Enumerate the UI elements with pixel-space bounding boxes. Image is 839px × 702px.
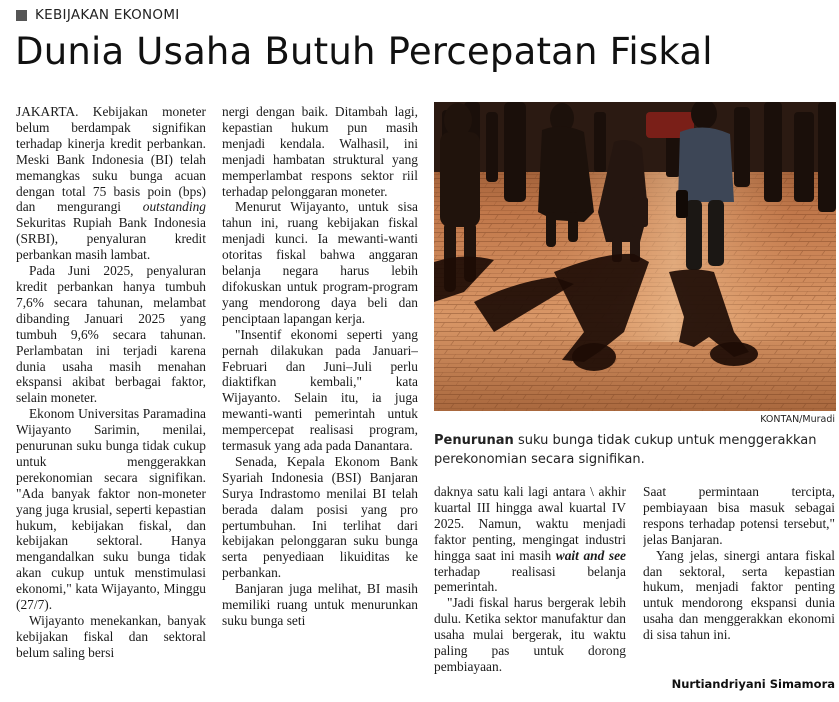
- paragraph-2: Pada Juni 2025, penyaluran kredit perbankan hanya tumbuh 7,6% secara tahunan, melambat dibanding Januari 2025 yang tumbuh 9,6% secara tahunan. Perlambatan ini terjadi karena dunia usaha masih menahan ekspansi akibat berbagai faktor, selain moneter.: [16, 263, 206, 406]
- photo-caption: [434, 431, 834, 469]
- kicker-text: KEBIJAKAN EKONOMI: [35, 7, 180, 23]
- article-column-2: [222, 104, 418, 696]
- paragraph-8-start: Banjaran juga melihat, BI masih memiliki ruang untuk menurunkan suku bunga seti: [222, 581, 418, 628]
- paragraph-9-continued: Saat permintaan tercipta, pembiayaan bisa masuk sebagai respons terhadap potensi tersebut," jelas Banjaran.: [643, 484, 835, 547]
- pedestrians-shadow-photo: [434, 102, 836, 411]
- paragraph-5: Menurut Wijayanto, untuk sisa tahun ini, ruang kebijakan fiskal menjadi kunci. Ia mewanti-wanti otoritas fiskal bahwa anggaran belanja negara harus lebih difokuskan untuk program-program yang mendorong daya beli dan penciptaan lapangan kerja.: [222, 199, 418, 326]
- photo-credit: KONTAN/Muradi: [760, 414, 835, 425]
- caption-text: suku bunga tidak cukup untuk menggerakkan perekonomian secara signifikan.: [434, 433, 817, 467]
- article-column-3: [434, 484, 626, 696]
- paragraph-1: JAKARTA. Kebijakan moneter belum berdampak signifikan terhadap kinerja kredit perbankan. Meski Bank Indonesia (BI) telah memangkas suku bunga acuan dengan total 75 basis poin (bps) dan mengurangi outstanding Sekuritas Rupiah Bank Indonesia (SRBI), penyaluran kredit perbankan masih lambat.: [16, 104, 206, 263]
- paragraph-8-continued: daknya satu kali lagi antara \ akhir kuartal III hingga awal kuartal IV 2025. Namun, waktu menjadi faktor penting, mengingat industri hingga saat ini masih wait and see terhadap realisasi belanja pemerintah.: [434, 484, 626, 595]
- paragraph-6: "Insentif ekonomi seperti yang pernah dilakukan pada Januari–Februari dan Juni–Juli perlu diaktifkan kembali," kata Wijayanto. Selain itu, ia juga mewanti-wanti pemerintah untuk mempercepat realisasi program, termasuk yang ada pada Danantara.: [222, 326, 418, 454]
- paragraph-4-start: Wijayanto menekankan, banyak kebijakan fiskal dan sektoral belum saling bersi: [16, 613, 206, 660]
- caption-lead: Penurunan: [434, 433, 514, 448]
- kicker-square-icon: [16, 10, 27, 21]
- paragraph-7: Senada, Kepala Ekonom Bank Syariah Indonesia (BSI) Banjaran Surya Indrastomo menilai BI telah berada dalam posisi yang pro pertumbuhan. Ini terlihat dari kebijakan pelonggaran suku bunga serta penyediaan likuiditas ke perbankan.: [222, 453, 418, 581]
- article-column-4: [643, 484, 835, 676]
- section-kicker: [16, 7, 180, 23]
- news-photo: [434, 102, 836, 411]
- article-column-1: [16, 104, 206, 696]
- paragraph-3: Ekonom Universitas Paramadina Wijayanto Sarimin, menilai, penurunan suku bunga tidak cukup untuk menggerakkan perekonomian secara signifikan. "Ada banyak faktor non-moneter yang juga krusial, seperti kepastian hukum, kebijakan fiskal, dan kebijakan sektoral. Hanya mengandalkan suku bunga tidak akan cukup untuk menstimulasi ekonomi," kata Wijayanto, Minggu (27/7).: [16, 406, 206, 613]
- headline: Dunia Usaha Butuh Percepatan Fiskal: [15, 30, 713, 73]
- paragraph-10: Yang jelas, sinergi antara fiskal dan sektoral, serta kepastian hukum, menjadi faktor penting untuk mendorong ekspansi dunia usaha dan menggerakkan ekonomi di sisa tahun ini.: [643, 547, 835, 643]
- paragraph-9-start: "Jadi fiskal harus bergerak lebih dulu. Ketika sektor manufaktur dan usaha mulai bergerak, itu waktu paling pas untuk dorong pembiayaan.: [434, 595, 626, 674]
- paragraph-4-continued: nergi dengan baik. Ditambah lagi, kepastian hukum pun masih menjadi kendala. Walhasil, ini menjadi hambatan struktural yang memperlambat respons sektor riil terhadap pelonggaran moneter.: [222, 104, 418, 199]
- byline: Nurtiandriyani Simamora: [671, 677, 835, 691]
